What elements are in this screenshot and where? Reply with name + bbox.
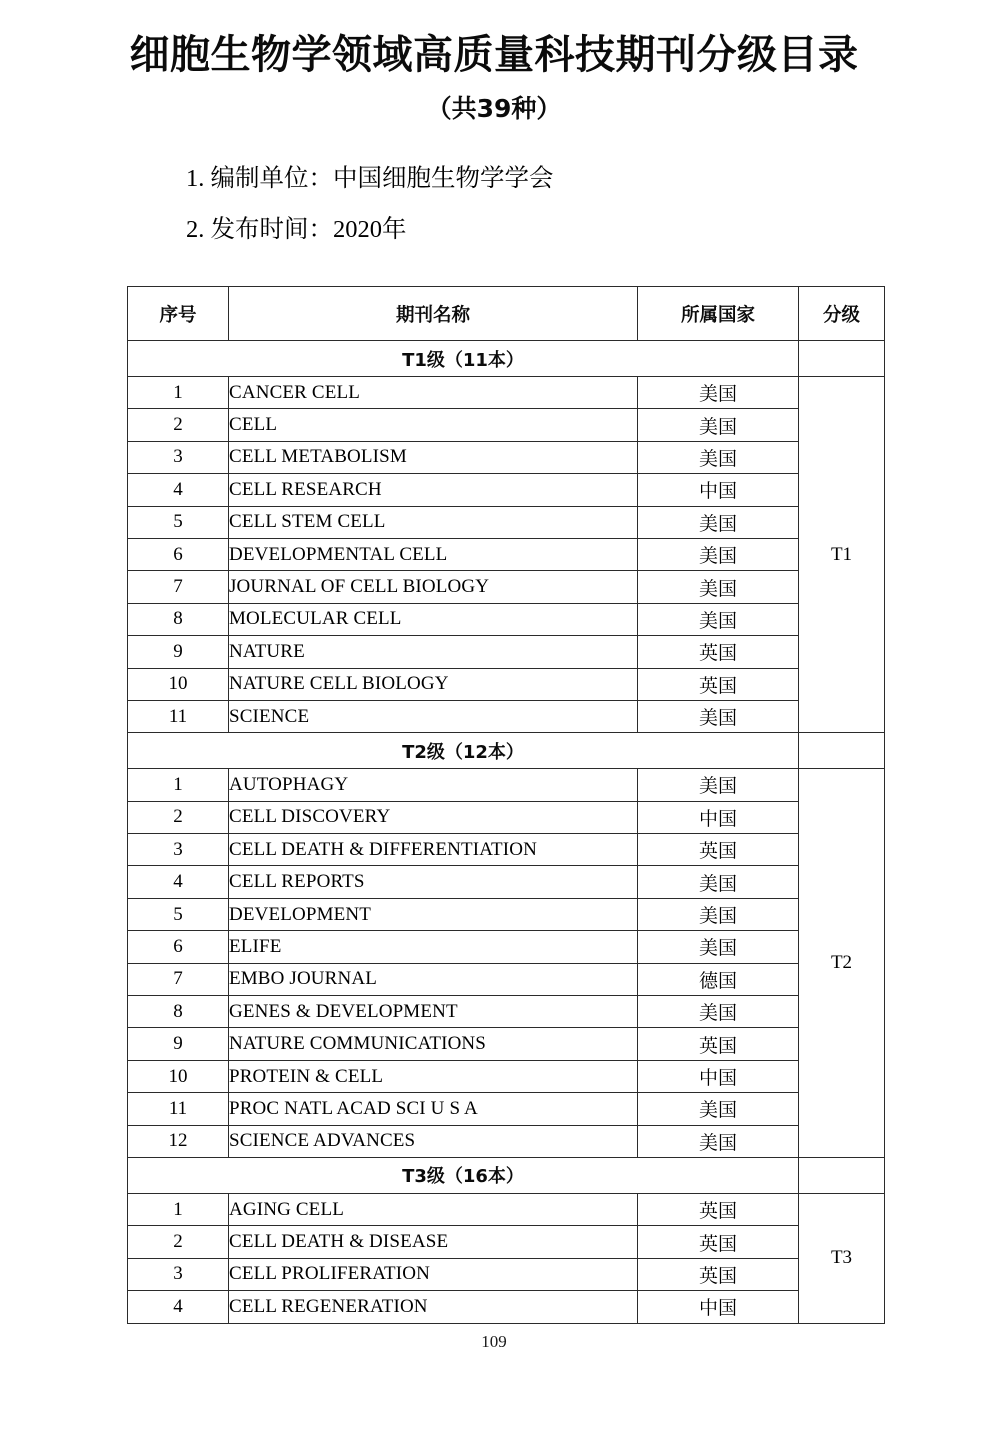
- section-banner-label: T2级（12本）: [128, 733, 799, 769]
- table-row: [128, 898, 885, 930]
- page-title: 细胞生物学领域高质量科技期刊分级目录: [129, 32, 859, 78]
- row-journal-name: CELL: [229, 409, 638, 441]
- row-journal-name: NATURE CELL BIOLOGY: [229, 668, 638, 700]
- row-journal-name: EMBO JOURNAL: [229, 963, 638, 995]
- row-country: 美国: [638, 538, 799, 570]
- section-banner-label: T3级（16本）: [128, 1157, 799, 1193]
- row-journal-name: PROC NATL ACAD SCI U S A: [229, 1093, 638, 1125]
- table-row: [128, 931, 885, 963]
- table-row: [128, 1060, 885, 1092]
- row-tier-badge: T3: [799, 1193, 885, 1323]
- table-row: [128, 996, 885, 1028]
- row-journal-name: CELL DEATH & DISEASE: [229, 1226, 638, 1258]
- row-country: 英国: [638, 1258, 799, 1290]
- row-country: 美国: [638, 571, 799, 603]
- row-journal-name: SCIENCE ADVANCES: [229, 1125, 638, 1157]
- table-row: [128, 603, 885, 635]
- row-journal-name: DEVELOPMENT: [229, 898, 638, 930]
- row-country: 美国: [638, 866, 799, 898]
- row-index: 7: [128, 963, 229, 995]
- row-index: 3: [128, 1258, 229, 1290]
- row-journal-name: NATURE: [229, 636, 638, 668]
- row-journal-name: GENES & DEVELOPMENT: [229, 996, 638, 1028]
- table-row: [128, 769, 885, 801]
- row-country: 英国: [638, 1028, 799, 1060]
- table-row: [128, 474, 885, 506]
- row-journal-name: DEVELOPMENTAL CELL: [229, 538, 638, 570]
- table-row: [128, 571, 885, 603]
- row-tier-badge: T2: [799, 769, 885, 1158]
- row-country: 美国: [638, 377, 799, 409]
- row-country: 中国: [638, 1291, 799, 1323]
- row-country: 英国: [638, 834, 799, 866]
- row-country: 美国: [638, 409, 799, 441]
- row-tier-badge: T1: [799, 377, 885, 733]
- section-tier-spacer: [799, 733, 885, 769]
- table-row: [128, 700, 885, 732]
- row-index: 2: [128, 1226, 229, 1258]
- row-index: 8: [128, 996, 229, 1028]
- row-index: 7: [128, 571, 229, 603]
- row-index: 10: [128, 668, 229, 700]
- table-row: [128, 1226, 885, 1258]
- table-row: [128, 866, 885, 898]
- table-header-row: [128, 287, 885, 341]
- table-row: [128, 1125, 885, 1157]
- row-journal-name: NATURE COMMUNICATIONS: [229, 1028, 638, 1060]
- row-journal-name: ELIFE: [229, 931, 638, 963]
- row-country: 美国: [638, 1125, 799, 1157]
- journal-table: [127, 286, 885, 1324]
- table-row: [128, 801, 885, 833]
- row-index: 12: [128, 1125, 229, 1157]
- row-country: 英国: [638, 1226, 799, 1258]
- metadata-item-release-date: 2. 发布时间：2020年: [186, 216, 407, 243]
- table-row: [128, 1193, 885, 1225]
- table-row: [128, 1093, 885, 1125]
- row-index: 10: [128, 1060, 229, 1092]
- row-journal-name: AGING CELL: [229, 1193, 638, 1225]
- row-country: 美国: [638, 700, 799, 732]
- row-journal-name: SCIENCE: [229, 700, 638, 732]
- row-journal-name: JOURNAL OF CELL BIOLOGY: [229, 571, 638, 603]
- row-journal-name: CELL RESEARCH: [229, 474, 638, 506]
- row-country: 美国: [638, 898, 799, 930]
- journal-table-container: [127, 286, 884, 1324]
- row-country: 美国: [638, 506, 799, 538]
- row-country: 中国: [638, 801, 799, 833]
- row-country: 中国: [638, 1060, 799, 1092]
- table-row: [128, 834, 885, 866]
- section-tier-spacer: [799, 341, 885, 377]
- table-row: [128, 506, 885, 538]
- table-header-country: 所属国家: [638, 287, 799, 341]
- row-journal-name: CELL DEATH & DIFFERENTIATION: [229, 834, 638, 866]
- table-header-name: 期刊名称: [229, 287, 638, 341]
- row-index: 2: [128, 409, 229, 441]
- page-number: 109: [481, 1332, 507, 1351]
- row-index: 4: [128, 474, 229, 506]
- row-index: 5: [128, 898, 229, 930]
- row-journal-name: CELL STEM CELL: [229, 506, 638, 538]
- table-row: [128, 409, 885, 441]
- section-tier-spacer: [799, 1157, 885, 1193]
- row-journal-name: CELL DISCOVERY: [229, 801, 638, 833]
- row-journal-name: CELL REGENERATION: [229, 1291, 638, 1323]
- row-index: 11: [128, 1093, 229, 1125]
- row-index: 1: [128, 377, 229, 409]
- row-index: 3: [128, 441, 229, 473]
- row-country: 美国: [638, 1093, 799, 1125]
- row-index: 9: [128, 1028, 229, 1060]
- row-index: 1: [128, 769, 229, 801]
- metadata-list: [0, 123, 988, 243]
- row-country: 美国: [638, 931, 799, 963]
- row-country: 英国: [638, 668, 799, 700]
- table-header-tier: 分级: [799, 287, 885, 341]
- row-index: 5: [128, 506, 229, 538]
- table-row: [128, 963, 885, 995]
- section-banner-row: [128, 733, 885, 769]
- row-index: 6: [128, 538, 229, 570]
- row-country: 英国: [638, 636, 799, 668]
- row-country: 美国: [638, 441, 799, 473]
- row-journal-name: CELL PROLIFERATION: [229, 1258, 638, 1290]
- table-row: [128, 377, 885, 409]
- row-country: 中国: [638, 474, 799, 506]
- table-row: [128, 1258, 885, 1290]
- row-country: 英国: [638, 1193, 799, 1225]
- row-index: 11: [128, 700, 229, 732]
- table-row: [128, 1291, 885, 1323]
- row-country: 美国: [638, 769, 799, 801]
- table-row: [128, 1028, 885, 1060]
- row-journal-name: AUTOPHAGY: [229, 769, 638, 801]
- table-row: [128, 668, 885, 700]
- row-country: 美国: [638, 603, 799, 635]
- row-index: 8: [128, 603, 229, 635]
- row-country: 德国: [638, 963, 799, 995]
- table-row: [128, 538, 885, 570]
- table-header-num: 序号: [128, 287, 229, 341]
- row-index: 9: [128, 636, 229, 668]
- section-banner-row: [128, 1157, 885, 1193]
- page-subtitle: （共39种）: [426, 94, 562, 123]
- row-journal-name: CELL REPORTS: [229, 866, 638, 898]
- row-index: 2: [128, 801, 229, 833]
- row-index: 4: [128, 1291, 229, 1323]
- section-banner-label: T1级（11本）: [128, 341, 799, 377]
- row-index: 6: [128, 931, 229, 963]
- row-journal-name: PROTEIN & CELL: [229, 1060, 638, 1092]
- row-journal-name: MOLECULAR CELL: [229, 603, 638, 635]
- table-row: [128, 636, 885, 668]
- row-index: 3: [128, 834, 229, 866]
- row-index: 1: [128, 1193, 229, 1225]
- row-country: 美国: [638, 996, 799, 1028]
- row-index: 4: [128, 866, 229, 898]
- row-journal-name: CANCER CELL: [229, 377, 638, 409]
- row-journal-name: CELL METABOLISM: [229, 441, 638, 473]
- section-banner-row: [128, 341, 885, 377]
- metadata-item-publisher: 1. 编制单位：中国细胞生物学学会: [186, 164, 554, 192]
- table-row: [128, 441, 885, 473]
